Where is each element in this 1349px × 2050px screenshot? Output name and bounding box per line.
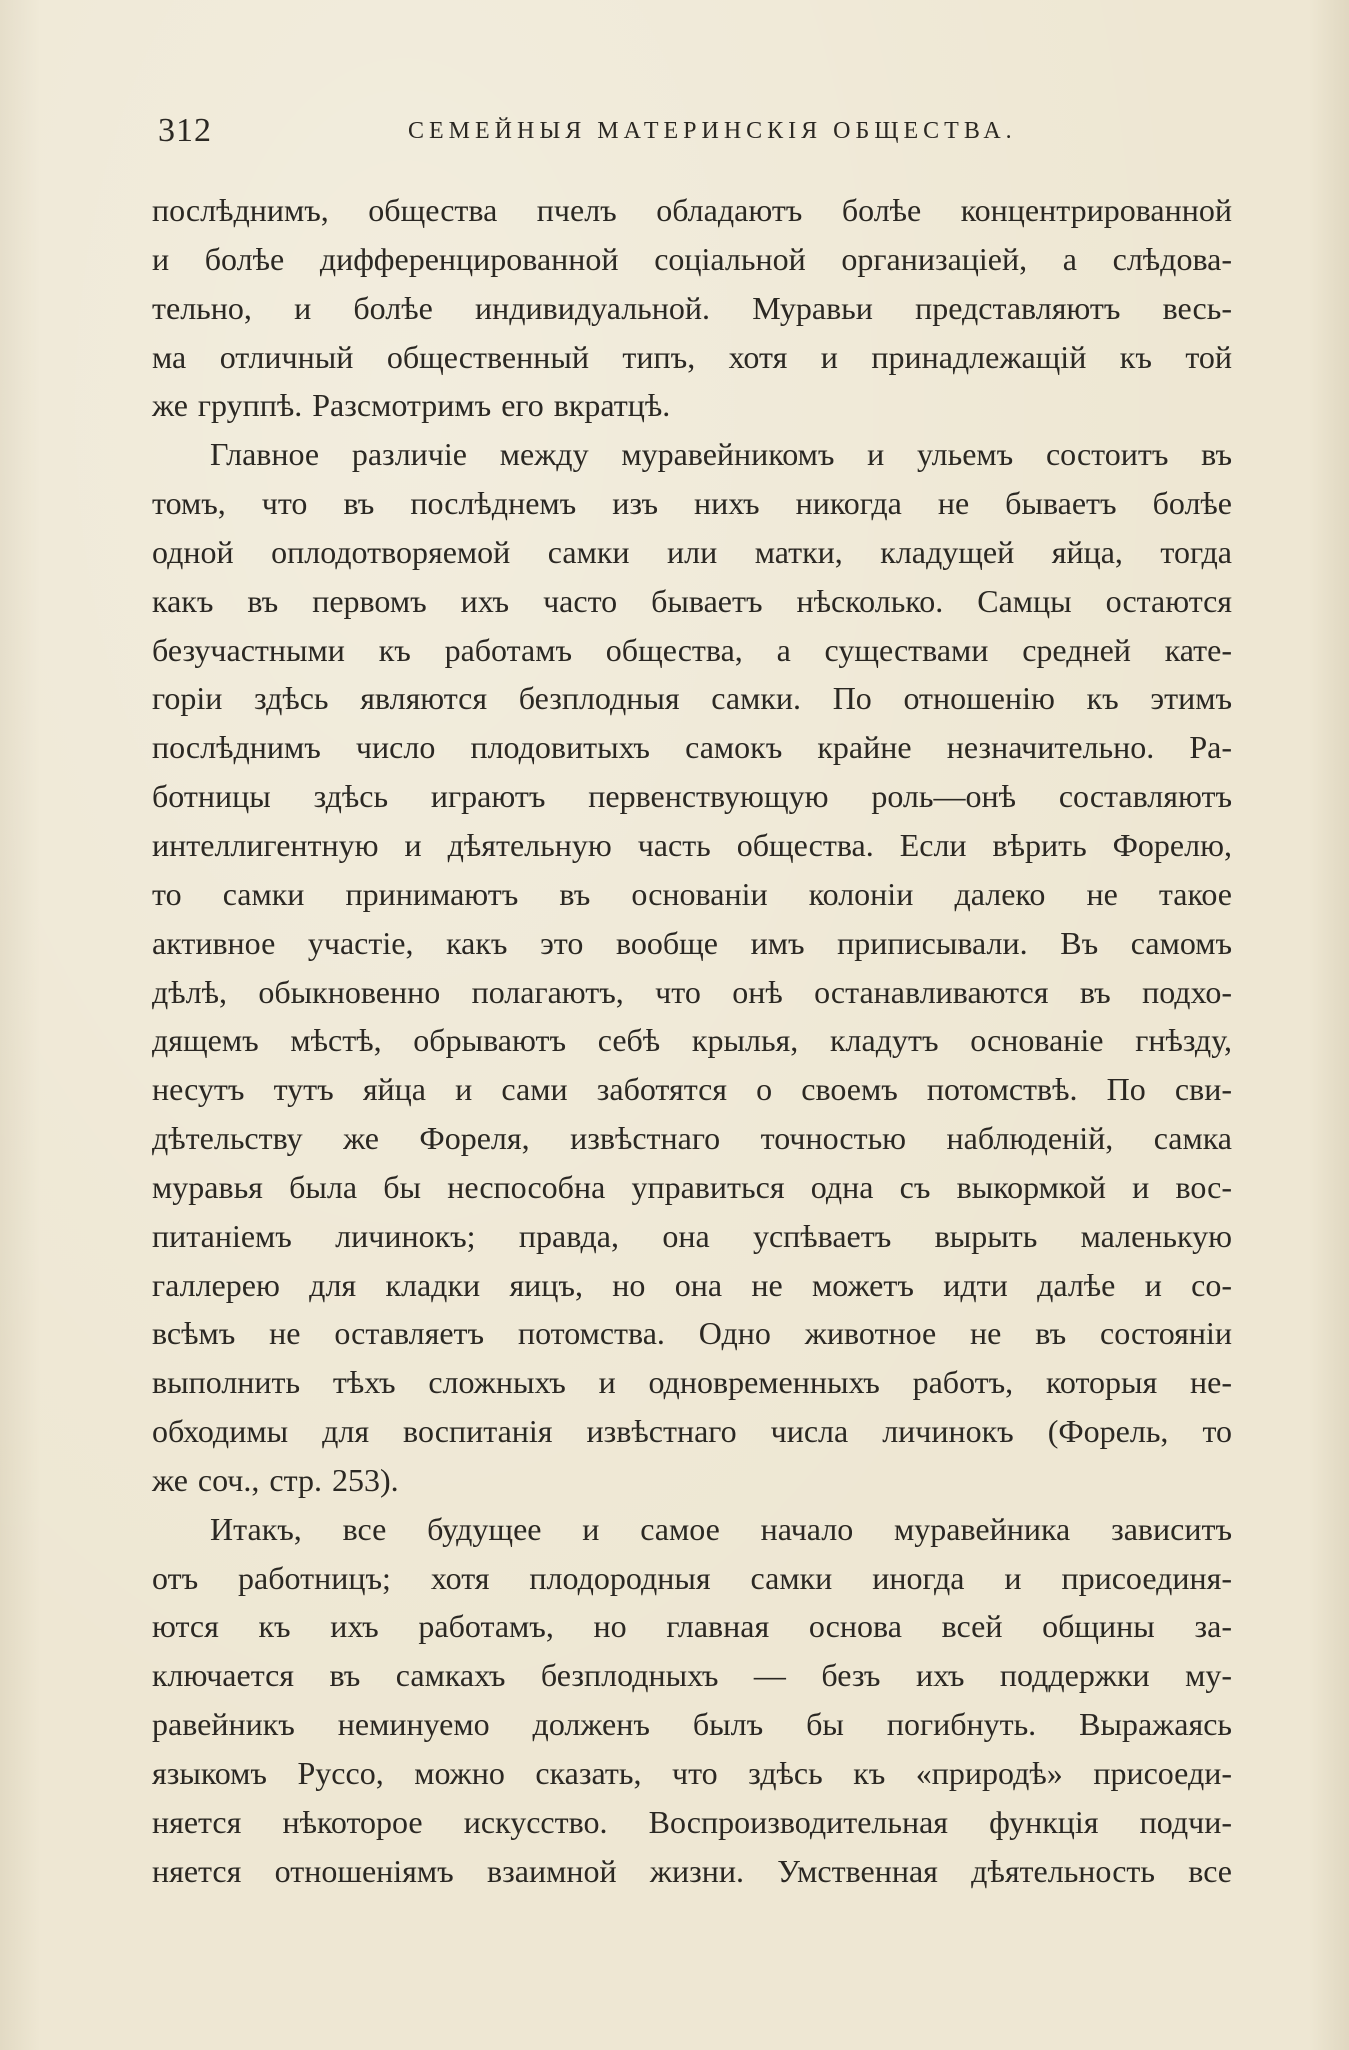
- text-line: ботницы здѣсь играютъ первенствующую роль—онѣ составляютъ: [152, 778, 1232, 815]
- text-line: ма отличный общественный типъ, хотя и принадлежащій къ той: [152, 338, 1232, 375]
- running-title: СЕМЕЙНЫЯ МАТЕРИНСКІЯ ОБЩЕСТВА.: [408, 118, 1017, 144]
- text-line: одной оплодотворяемой самки или матки, кладущей яйца, тогда: [152, 533, 1232, 570]
- page-number: 312: [158, 112, 212, 149]
- body-text: [152, 186, 1232, 1896]
- text-line: несутъ тутъ яйца и сами заботятся о своемъ потомствѣ. По сви-: [152, 1071, 1232, 1108]
- text-line: выполнить тѣхъ сложныхъ и одновременныхъ работъ, которыя не-: [152, 1364, 1232, 1401]
- text-line: и болѣе дифференцированной соціальной организаціей, а слѣдова-: [152, 240, 1232, 277]
- text-line: ключается въ самкахъ безплодныхъ — безъ ихъ поддержки му-: [152, 1657, 1232, 1694]
- text-line: же группѣ. Разсмотримъ его вкратцѣ.: [152, 387, 671, 424]
- text-line: няется отношеніямъ взаимной жизни. Умственная дѣятельность все: [152, 1852, 1232, 1889]
- text-line: дѣтельству же Фореля, извѣстнаго точностью наблюденій, самка: [152, 1120, 1232, 1157]
- running-head: [158, 112, 1238, 152]
- text-line: то самки принимаютъ въ основаніи колоніи далеко не такое: [152, 875, 1232, 912]
- text-line: муравья была бы неспособна управиться одна съ выкормкой и вос-: [152, 1168, 1232, 1205]
- text-line: томъ, что въ послѣднемъ изъ нихъ никогда не бываетъ болѣе: [152, 485, 1232, 522]
- text-line: няется нѣкоторое искусство. Воспроизводительная функція подчи-: [152, 1803, 1232, 1840]
- text-line: всѣмъ не оставляетъ потомства. Одно животное не въ состояніи: [152, 1315, 1232, 1352]
- text-line: питаніемъ личинокъ; правда, она успѣваетъ вырыть маленькую: [152, 1217, 1232, 1254]
- text-line: обходимы для воспитанія извѣстнаго числа личинокъ (Форель, то: [152, 1413, 1232, 1450]
- text-line: дящемъ мѣстѣ, обрываютъ себѣ крылья, кладутъ основаніе гнѣзду,: [152, 1022, 1232, 1059]
- text-line: отъ работницъ; хотя плодородныя самки иногда и присоединя-: [152, 1559, 1232, 1596]
- text-line: активное участіе, какъ это вообще имъ приписывали. Въ самомъ: [152, 924, 1232, 961]
- text-line: галлерею для кладки яицъ, но она не можетъ идти далѣе и со-: [152, 1266, 1232, 1303]
- text-line: же соч., стр. 253).: [152, 1461, 399, 1498]
- text-line: послѣднимъ, общества пчелъ обладаютъ болѣе концентрированной: [152, 192, 1232, 228]
- text-line: равейникъ неминуемо долженъ былъ бы погибнуть. Выражаясь: [152, 1706, 1232, 1743]
- text-line: дѣлѣ, обыкновенно полагаютъ, что онѣ останавливаются въ подхо-: [152, 973, 1232, 1010]
- paragraph-start-line: Итакъ, все будущее и самое начало муравейника зависитъ: [210, 1510, 1232, 1547]
- text-line: языкомъ Руссо, можно сказать, что здѣсь къ «природѣ» присоеди-: [152, 1755, 1232, 1791]
- text-line: ются къ ихъ работамъ, но главная основа всей общины за-: [152, 1608, 1232, 1645]
- text-line: безучастными къ работамъ общества, а существами средней кате-: [152, 631, 1232, 668]
- text-line: тельно, и болѣе индивидуальной. Муравьи представляютъ весь-: [152, 289, 1232, 326]
- text-line: послѣднимъ число плодовитыхъ самокъ крайне незначительно. Ра-: [152, 729, 1232, 766]
- text-line: горіи здѣсь являются безплодныя самки. По отношенію къ этимъ: [152, 680, 1232, 717]
- paragraph-start-line: Главное различіе между муравейникомъ и ульемъ состоитъ въ: [210, 436, 1232, 473]
- text-line: интеллигентную и дѣятельную часть общества. Если вѣрить Форелю,: [152, 826, 1232, 863]
- text-line: какъ въ первомъ ихъ часто бываетъ нѣсколько. Самцы остаются: [152, 582, 1232, 619]
